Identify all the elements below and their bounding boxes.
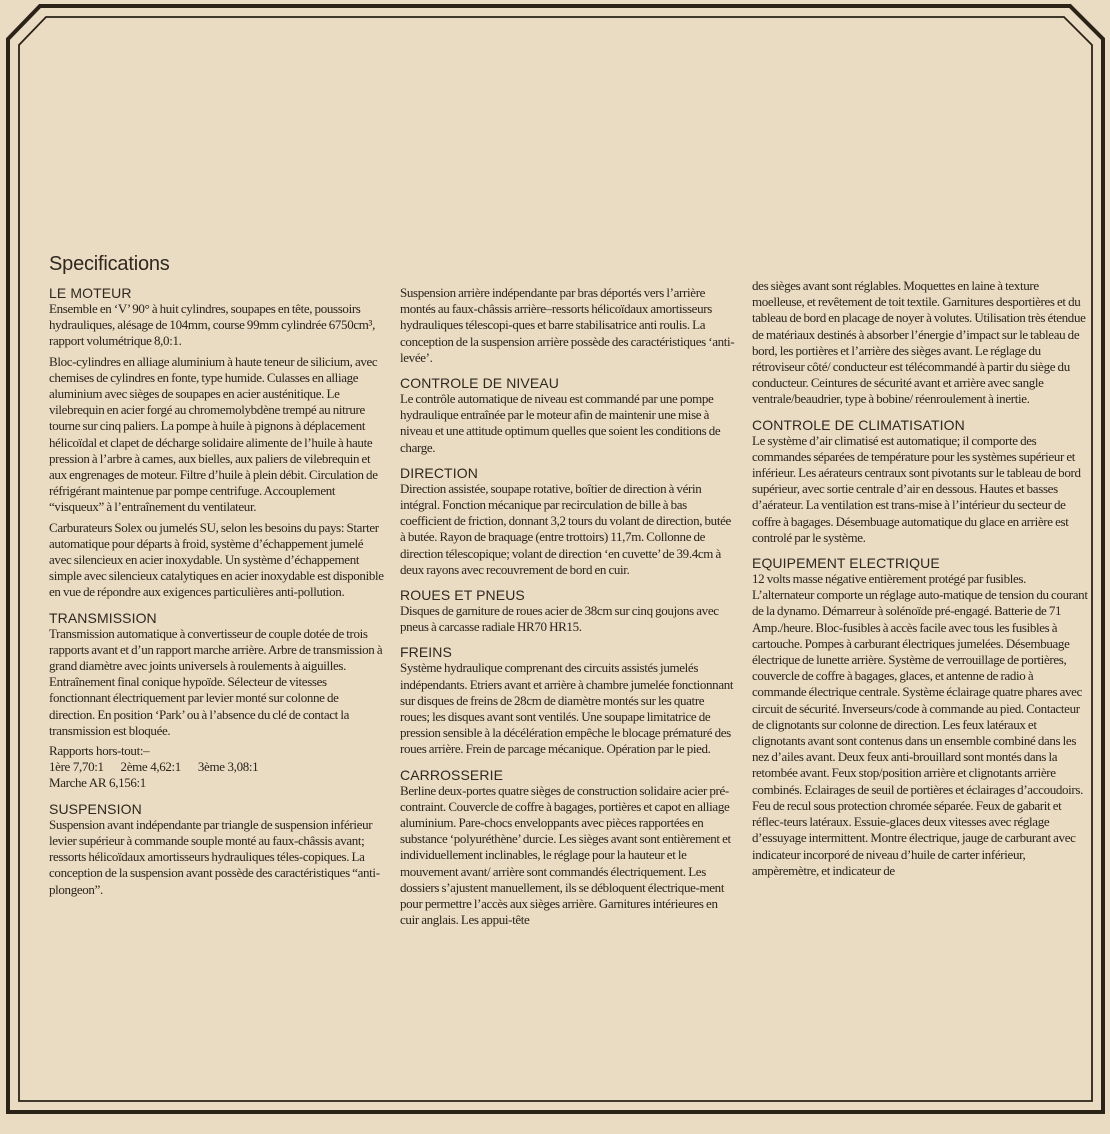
ratio-first: 1ère 7,70:1 — [49, 759, 104, 775]
column-3 — [752, 278, 1088, 879]
section-heading-equipement-electrique: EQUIPEMENT ELECTRIQUE — [752, 555, 940, 572]
page-title: Specifications — [49, 253, 170, 275]
interieur-paragraph: des sièges avant sont réglables. Moquettes en laine à texture moelleuse, et revêtement de toit textile. Garnitures desportières et du tableau de bord en placage de noyer à volutes. Utilisation très étendue de matériaux destinés à absorber l’énergie d’impact sur le tableau de bord, les portières et l’arrière des sièges avant. Le réglage du rétroviseur côté/ conducteur est télécommandé à partir du siège du conducteur. Ceintures de sécurité avant et arrière avec sangle ventrale/beaudrier, type à bobine/ réenroulement à inertie. — [752, 278, 1086, 407]
section-heading-direction: DIRECTION — [400, 464, 478, 481]
moteur-paragraph-3: Carburateurs Solex ou jumelés SU, selon les besoins du pays: Starter automatique pour départs à froid, système d’échappement jumelé avec silencieux en acier inoxydable. Un système d’échappement simple avec silencieux catalytiques en acier inoxydable est disponible en vue de répondre aux exigences particulières anti-pollution. — [49, 519, 384, 600]
section-heading-suspension: SUSPENSION — [49, 800, 142, 817]
equipement-electrique-paragraph: 12 volts masse négative entièrement protégé par fusibles. L’alternateur comporte un réglage auto-matique de tension du courant de la dynamo. Démarreur à solénoïde pré-engagé. Batterie de 71 Amp./heure. Bloc-fusibles à accès facile avec tous les fusibles à cartouche. Pompes à carburant électriques jumelées. Désembuage électrique de lunette arrière. Système de verrouillage de portières, couvercle de coffre à bagages, glaces, et antenne de radio à commande électrique centrale. Système éclairage quatre phares avec circuit de sécurité. Inverseurs/code à commande au pied. Contacteur de clignotants sur colonne de direction. Les feux latéraux et clignotants avant sont contenus dans un ensemble combiné dans les nez d’ailes avant. Deux feux anti-brouillard sont montés dans la retombée avant. Feux stop/position arrière et clignotants arrière combinés. Eclairages de seuil de portières et éclairages d’accoudoirs. Feu de recul sous protection chromée séparée. Feux de gabarit et réflec-teurs latéraux. Essuie-glaces deux vitesses avec réglage d’essuyage intermittent. Montre électrique, jauge de carburant avec indicateur incorporé de niveau d’huile de carter inférieur, ampèremètre, et indicateur de — [752, 571, 1088, 878]
gear-ratios — [49, 743, 384, 792]
roues-pneus-paragraph: Disques de garniture de roues acier de 38cm sur cinq goujons avec pneus à carcasse radiale HR70 HR15. — [400, 603, 719, 635]
suspension-rear-paragraph: Suspension arrière indépendante par bras déportés vers l’arrière montés au faux-châssis arrière–ressorts hélicoïdaux amortisseurs hydrauliques télescopi-ques et barre stabilisatrice anti roulis. La conception de la suspension arrière possède des caractéristiques ‘anti-levée’. — [400, 285, 735, 365]
gear-ratios-title: Rapports hors-tout:– — [49, 743, 150, 759]
section-heading-roues-pneus: ROUES ET PNEUS — [400, 587, 525, 604]
ratio-reverse: Marche AR 6,156:1 — [49, 775, 146, 791]
moteur-paragraph-1: Ensemble en ‘V’ 90° à huit cylindres, soupapes en tête, poussoirs hydrauliques, alésage de 104mm, course 99mm cylindrée 6750cm³, rapport volumétrique 8,0:1. — [49, 301, 375, 349]
suspension-paragraph: Suspension avant indépendante par triangle de suspension inférieur levier supérieur à commande souple monté au faux-châssis avant; ressorts hélicoïdaux amortisseurs hydrauliques téles-copiques. La conception de la suspension avant possède des caractéristiques “anti-plongeon”. — [49, 816, 380, 897]
climatisation-paragraph: Le système d’air climatisé est automatique; il comporte des commandes séparées de température pour les systèmes supérieur et inférieur. Les aérateurs centraux sont pivotants sur le tableau de bord supérieur, avec sortie centrale d’air en dessous. Hautes et basses d’aérateur. La ventilation est trans-mise à l’intérieur du secteur de coffre à bagages. Désembuage automatique du glace en arrière est controlé par le système. — [752, 432, 1081, 545]
column-1 — [49, 286, 384, 898]
direction-paragraph: Direction assistée, soupape rotative, boîtier de direction à vérin intégral. Fonction mécanique par recirculation de bille à bas coefficient de friction, donnant 3,2 tours du volant de direction, butée à butée. Rayon de braquage (entre trottoirs) 11,7m. Collonne de direction télescopique; volant de direction ‘en cuvette’ de 39.4cm à deux rayons avec recouvrement de bord en cuir. — [400, 480, 731, 577]
ratio-third: 3ème 3,08:1 — [197, 759, 259, 775]
section-heading-transmission: TRANSMISSION — [49, 609, 157, 626]
freins-paragraph: Système hydraulique comprenant des circuits assistés jumelés indépendants. Etriers avant et arrière à chambre jumelée fonctionnant sur disques de freins de 28cm de diamètre montés sur les quatre roues; les disques avant sont ventilés. Une soupape limitatrice de pression sensible à la décélération empêche le blocage prématuré des roues arrière. Frein de parcage mécanique. Opération par le pied. — [400, 660, 734, 757]
section-heading-controle-niveau: CONTROLE DE NIVEAU — [400, 375, 559, 392]
transmission-paragraph: Transmission automatique à convertisseur de couple dotée de trois rapports avant et d’un rapport marche arrière. Arbre de transmission à grand diamètre avec joints universels à roulements à aiguilles. Entraînement final conique hypoïde. Sélecteur de vitesses fonctionnant électriquement par levier monté sur colonne de direction. En position ‘Park’ ou à l’absence du clé de contact la transmission est bloquée. — [49, 625, 383, 738]
moteur-paragraph-2: Bloc-cylindres en alliage aluminium à haute teneur de silicium, avec chemises de cylindres en fonte, type humide. Culasses en alliage aluminium avec sièges de soupapes en acier austénitique. Le vilebrequin en acier forgé au chromemolybdène trempé au nitrure tourne sur cinq paliers. La pompe à huile à pignons à déplacement hélicoïdal et clapet de décharge solidaire alimente de l’huile à haute pression à l’arbre à cames, aux bielles, aux paliers de vilebrequin et aux engrenages de moteur. Filtre d’huile à plein débit. Circulation de réfrigérant maintenue par pompe centrifuge. Accouplement “visqueux” à l’entraînement du ventilateur. — [49, 353, 378, 515]
gear-ratios-forward — [49, 759, 384, 775]
carrosserie-paragraph: Berline deux-portes quatre sièges de construction solidaire acier pré-contraint. Couvercle de coffre à bagages, portières et capot en alliage aluminium. Pare-chocs enveloppants avec pièces rapportées en substance ‘polyuréthène’ durcie. Les sièges avant sont entièrement et individuellement inclinables, le réglage pour la hauteur et le mouvement avant/ arrière sont commandés électriquement. Les dossiers s’ajustent manuellement, ils se débloquent électrique-ment pour permettre l’accès aux sièges arrière. Garnitures intérieures en cuir anglais. Les appui-tête — [400, 782, 731, 928]
ratio-second: 2ème 4,62:1 — [120, 759, 181, 775]
column-2 — [400, 285, 735, 929]
section-heading-freins: FREINS — [400, 644, 452, 661]
section-heading-carrosserie: CARROSSERIE — [400, 766, 504, 783]
section-heading-climatisation: CONTROLE DE CLIMATISATION — [752, 416, 965, 433]
section-heading-moteur: LE MOTEUR — [49, 285, 132, 301]
controle-niveau-paragraph: Le contrôle automatique de niveau est commandé par une pompe hydraulique entraînée par le moteur afin de maintenir une mise à niveau et une attitude optimum quelles que soient les conditions de charge. — [400, 391, 721, 455]
